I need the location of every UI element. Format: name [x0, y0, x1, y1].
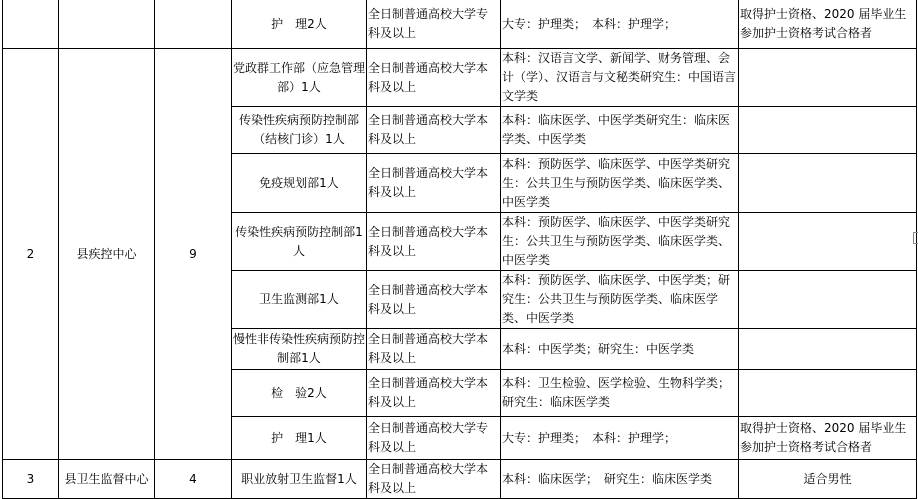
other-cell	[739, 49, 917, 107]
dept-cell: 护 理2人	[232, 0, 367, 49]
recruitment-table	[2, 0, 917, 499]
other-cell	[739, 370, 917, 417]
other-cell	[739, 213, 917, 271]
count-cell: 4	[155, 460, 232, 499]
edu-cell: 全日制普通高校大学专科及以上	[367, 417, 501, 460]
count-cell	[155, 0, 232, 49]
other-cell	[739, 154, 917, 213]
other-cell: 取得护士资格、2020 届毕业生参加护士资格考试合格者	[739, 0, 917, 49]
major-cell: 本科：预防医学、临床医学、中医学类研究生：公共卫生与预防医学类、临床医学类、中医学类	[501, 213, 739, 271]
table-row	[3, 460, 917, 499]
major-cell: 大专：护理类； 本科：护理学；	[501, 417, 739, 460]
other-cell	[739, 329, 917, 370]
edu-cell: 全日制普通高校大学本科及以上	[367, 460, 501, 499]
edu-cell: 全日制普通高校大学本科及以上	[367, 370, 501, 417]
major-cell: 本科：预防医学、临床医学、中医学类研究生：公共卫生与预防医学类、临床医学类、中医学类	[501, 154, 739, 213]
no-cell: 2	[3, 49, 59, 460]
dept-cell: 护 理1人	[232, 417, 367, 460]
dept-cell: 卫生监测部1人	[232, 271, 367, 329]
major-cell: 本科：临床医学、中医学类研究生：临床医学类、中医学类	[501, 107, 739, 154]
table-row	[3, 49, 917, 107]
edu-cell: 全日制普通高校大学本科及以上	[367, 329, 501, 370]
major-cell: 本科：中医学类；研究生：中医学类	[501, 329, 739, 370]
other-cell	[739, 271, 917, 329]
table-row	[3, 0, 917, 49]
dept-cell: 检 验2人	[232, 370, 367, 417]
edu-cell: 全日制普通高校大学本科及以上	[367, 154, 501, 213]
other-cell: 适合男性	[739, 460, 917, 499]
unit-cell: 县疾控中心	[59, 49, 155, 460]
major-cell: 本科：预防医学、临床医学、中医学类；研究生：公共卫生与预防医学类、临床医学类、中医学类	[501, 271, 739, 329]
major-cell: 大专：护理类； 本科：护理学；	[501, 0, 739, 49]
other-cell	[739, 107, 917, 154]
unit-cell	[59, 0, 155, 49]
dept-cell: 传染性疾病预防控制部1人	[232, 213, 367, 271]
scroll-handle[interactable]	[913, 232, 918, 244]
dept-cell: 慢性非传染性疾病预防控制部1人	[232, 329, 367, 370]
edu-cell: 全日制普通高校大学本科及以上	[367, 213, 501, 271]
edu-cell: 全日制普通高校大学本科及以上	[367, 107, 501, 154]
unit-cell: 县卫生监督中心	[59, 460, 155, 499]
other-cell: 取得护士资格、2020 届毕业生参加护士资格考试合格者	[739, 417, 917, 460]
major-cell: 本科：临床医学； 研究生：临床医学类	[501, 460, 739, 499]
no-cell: 3	[3, 460, 59, 499]
major-cell: 本科：汉语言文学、新闻学、财务管理、会计（学）、汉语言与文秘类研究生：中国语言文学类	[501, 49, 739, 107]
count-cell: 9	[155, 49, 232, 460]
major-cell: 本科：卫生检验、医学检验、生物科学类；研究生：临床医学类	[501, 370, 739, 417]
dept-cell: 传染性疾病预防控制部（结核门诊）1人	[232, 107, 367, 154]
dept-cell: 党政群工作部（应急管理部）1人	[232, 49, 367, 107]
no-cell	[3, 0, 59, 49]
edu-cell: 全日制普通高校大学本科及以上	[367, 49, 501, 107]
edu-cell: 全日制普通高校大学本科及以上	[367, 271, 501, 329]
dept-cell: 职业放射卫生监督1人	[232, 460, 367, 499]
dept-cell: 免疫规划部1人	[232, 154, 367, 213]
edu-cell: 全日制普通高校大学专科及以上	[367, 0, 501, 49]
